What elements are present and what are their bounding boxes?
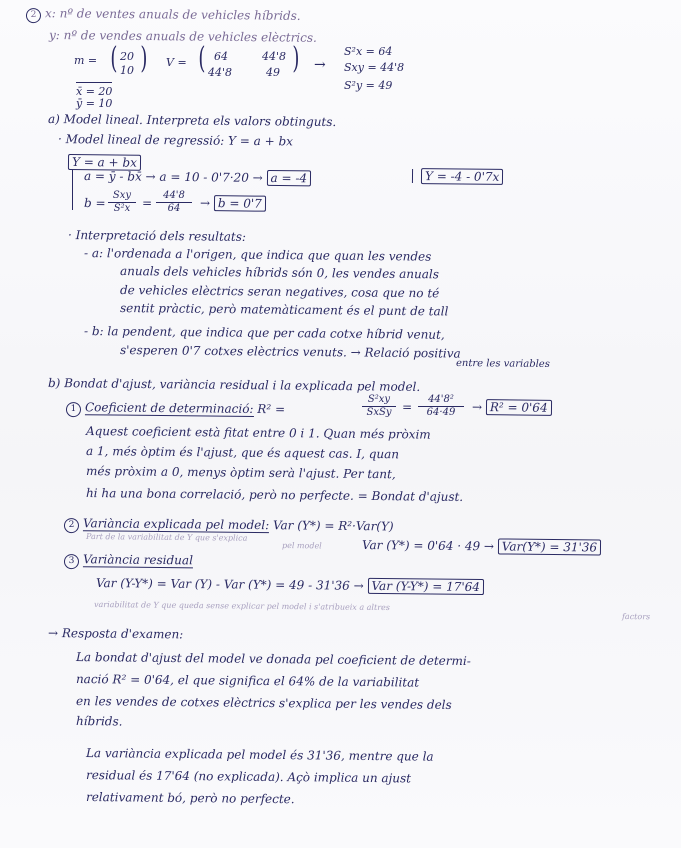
b-frac2-num: 44'8 xyxy=(163,190,185,201)
explained-variance-calc-text: Var (Y*) = 0'64 · 49 → xyxy=(361,538,495,554)
cov-r2c1: 44'8 xyxy=(208,66,233,79)
residual-variance-line xyxy=(64,552,193,570)
explained-variance-formula: Var (Y*) = R²·Var(Y) xyxy=(272,518,394,534)
explained-variance-note-1: Part de la variabilitat de Y que s'explica xyxy=(85,532,248,543)
residual-variance-calc xyxy=(96,576,484,594)
model-formula-box: Y = a + bx xyxy=(68,154,141,171)
covariance-xy: Sxy = 44'8 xyxy=(344,61,405,74)
part-a-title: a) Model lineal. Interpreta els valors obtinguts. xyxy=(47,112,337,130)
cov-r1c1: 64 xyxy=(214,50,228,63)
model-line: · Model lineal de regressió: Y = a + bx xyxy=(57,132,294,149)
b-interp-2: s'esperen 0'7 cotxes elèctrics venuts. → Relació positiva xyxy=(119,343,461,361)
brace-icon xyxy=(412,169,417,183)
item-number-2: 2 xyxy=(64,518,79,533)
arrow-icon: → xyxy=(471,400,483,415)
paren-left: ( xyxy=(110,41,118,76)
r2-frac-num: S²xy xyxy=(367,394,391,405)
cov-matrix-label: V = xyxy=(166,56,187,69)
explained-variance-label: Variància explicada pel model: xyxy=(82,516,270,533)
regression-result-box: Y = -4 - 0'7x xyxy=(421,168,503,185)
exam-p1-3: en les vendes de cotxes elèctrics s'explica per les vendes dels xyxy=(75,694,452,712)
a-interp-4: sentit pràctic, però matemàticament és el punt de tall xyxy=(119,301,449,319)
a-interp-1: - a: l'ordenada a l'origen, que indica que quan les vendes xyxy=(83,246,432,264)
b-derivation-prefix: b = xyxy=(83,196,106,211)
mean-x: x̄ = 20 xyxy=(76,82,112,98)
y-result xyxy=(412,169,503,184)
exam-p2-1: La variància explicada pel model és 31'36, mentre que la xyxy=(85,746,434,764)
coef-determination-label: Coeficient de determinació: xyxy=(84,400,254,416)
b-result-box: b = 0'7 xyxy=(214,195,266,212)
part-b-title: b) Bondat d'ajust, variància residual i la explicada pel model. xyxy=(47,376,421,394)
exam-answer-title: → Resposta d'examen: xyxy=(47,626,184,642)
residual-variance-note-1: variabilitat de Y que queda sense explicar pel model i s'atribueix a altres xyxy=(93,600,390,613)
b-frac-num: Sxy xyxy=(112,190,132,201)
a-interp-3: de vehicles elèctrics seran negatives, cosa que no té xyxy=(119,283,440,301)
b-frac2-den: 64 xyxy=(156,202,192,215)
b-fraction-1 xyxy=(108,190,136,215)
item-number-1: 1 xyxy=(66,402,81,417)
r2-fraction-2 xyxy=(418,394,464,419)
b-fraction-2 xyxy=(156,190,192,215)
paren-right: ) xyxy=(140,41,148,76)
arrow-icon: → xyxy=(199,196,211,211)
b-equals: = xyxy=(141,196,153,211)
residual-variance-note-2: factors xyxy=(621,612,651,622)
explained-variance-result-box: Var(Y*) = 31'36 xyxy=(498,538,601,555)
explained-variance-calc xyxy=(362,538,601,555)
residual-variance-result-box: Var (Y-Y*) = 17'64 xyxy=(367,578,484,595)
b-interp-3: entre les variables xyxy=(455,358,550,370)
exercise-number: 2 xyxy=(26,8,41,23)
residual-variance-calc-text: Var (Y-Y*) = Var (Y) - Var (Y*) = 49 - 31'36 → xyxy=(95,576,364,593)
b-interp-1: - b: la pendent, que indica que per cada cotxe híbrid venut, xyxy=(83,324,445,342)
r2-symbol: R² = xyxy=(257,402,286,417)
explained-variance-note-2: pel model xyxy=(281,541,322,551)
exam-p1-2: nació R² = 0'64, el que significa el 64% de la variabilitat xyxy=(75,672,420,690)
item-number-3: 3 xyxy=(64,554,79,569)
arrow-icon: → xyxy=(314,57,326,73)
model-box xyxy=(68,155,141,170)
exam-p1-1: La bondat d'ajust del model ve donada pel coeficient de determi- xyxy=(75,650,471,669)
bracket-line xyxy=(72,170,73,210)
x-definition: x: nº de ventes anuals de vehicles híbrids. xyxy=(44,6,301,23)
exam-p2-3: relativament bó, però no perfecte. xyxy=(85,790,295,807)
a-result-box: a = -4 xyxy=(266,170,311,186)
c1-text-4: hi ha una bona correlació, però no perfecte. = Bondat d'ajust. xyxy=(85,486,464,504)
a-formula: a = ȳ - bx̄ → a = 10 - 0'7·20 → xyxy=(83,169,263,185)
mean-vector-label: m = xyxy=(74,54,98,67)
r2-frac2-den: 64·49 xyxy=(418,406,464,419)
mean-vector-bottom: 10 xyxy=(120,64,134,77)
exam-p2-2: residual és 17'64 (no explicada). Açò implica un ajust xyxy=(85,768,412,786)
exercise-header-x xyxy=(26,6,301,26)
a-derivation xyxy=(84,169,311,185)
r2-fraction-1 xyxy=(362,394,396,419)
c1-text-1: Aquest coeficient està fitat entre 0 i 1. Quan més pròxim xyxy=(85,424,431,442)
paren-left: ( xyxy=(198,41,206,76)
c1-text-3: més pròxim a 0, menys òptim serà l'ajust. Per tant, xyxy=(85,464,396,482)
mean-vector-top: 20 xyxy=(120,50,134,63)
a-interp-2: anuals dels vehicles híbrids són 0, les vendes anuals xyxy=(119,264,440,282)
r2-frac-den: SxSy xyxy=(362,406,396,419)
c1-text-2: a 1, més òptim és l'ajust, que és aquest cas. I, quan xyxy=(85,444,400,462)
b-frac-den: S²x xyxy=(108,202,136,215)
exam-p1-4: híbrids. xyxy=(75,714,123,729)
interpretation-title: · Interpretació dels resultats: xyxy=(67,228,247,244)
r2-result-line xyxy=(472,400,552,415)
r2-equals: = xyxy=(401,400,413,415)
r2-result-box: R² = 0'64 xyxy=(486,399,552,416)
cov-r2c2: 49 xyxy=(266,66,280,79)
cov-r1c2: 44'8 xyxy=(262,50,287,63)
y-definition: y: nº de vendes anuals de vehicles elèctrics. xyxy=(48,28,317,45)
variance-x: S²x = 64 xyxy=(344,45,393,58)
paren-right: ) xyxy=(292,41,300,76)
r2-frac2-num: 44'8² xyxy=(428,394,454,405)
b-result-line xyxy=(200,196,266,211)
variance-y: S²y = 49 xyxy=(344,79,393,92)
mean-y: ȳ = 10 xyxy=(76,97,113,110)
coef-determination-line xyxy=(66,400,285,419)
residual-variance-label: Variància residual xyxy=(82,552,194,568)
